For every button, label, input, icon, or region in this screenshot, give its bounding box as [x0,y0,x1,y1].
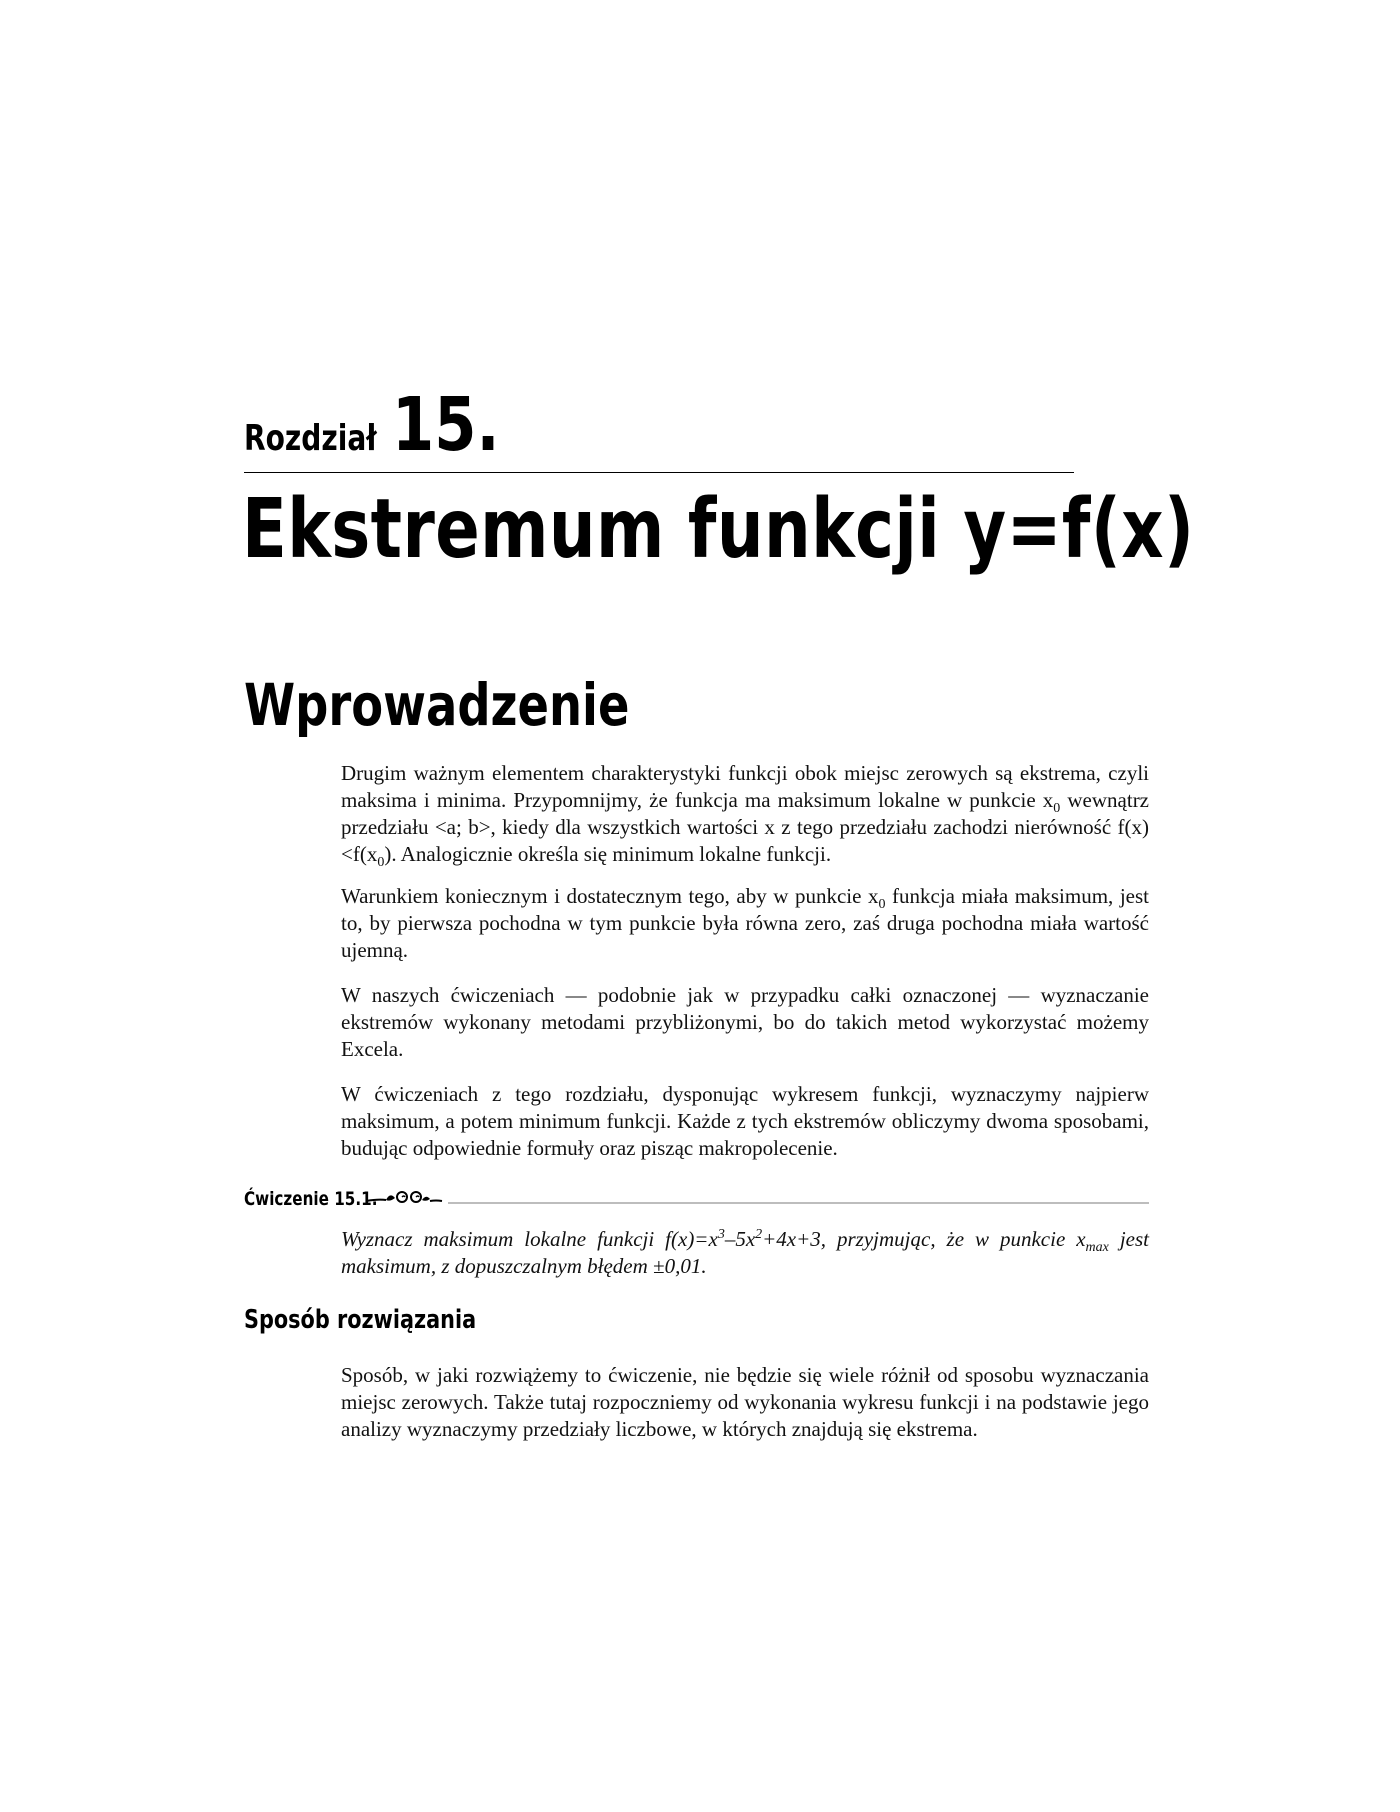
chapter-heading [244,382,523,468]
exercise-header [244,1186,1149,1212]
section-title: Wprowadzenie [244,671,630,739]
chapter-rule [244,472,1074,473]
paragraph-3: W naszych ćwiczeniach — podobnie jak w przypadku całki oznaczonej — wyznaczanie ekstremów wykonany metodami przybliżonymi, bo do takich metod wykorzystać możemy Excela. [341,983,1149,1061]
exercise-task: Wyznacz maksimum lokalne funkcji $f(x)=x^3-5x^2+4x+3$, przyjmując, że w punkcie $x_{max}$ jest maksimum, z dopuszczalnym błędem ±0,01. [341,1227,1149,1278]
paragraph-2: Warunkiem koniecznym i dostatecznym tego, aby w punkcie $x_0$ funkcja miała maksimum, jest to, by pierwsza pochodna w tym punkcie była równa zero, zaś druga pochodna miała wartość ujemną. [341,884,1149,962]
exercise-rule [448,1202,1149,1204]
subsection-title: Sposób rozwiązania [244,1305,477,1335]
chapter-number: 15. [392,382,500,468]
paragraph-5: Sposób, w jaki rozwiążemy to ćwiczenie, nie będzie się wiele różnił od sposobu wyznaczania miejsc zerowych. Także tutaj rozpoczniemy od wykonania wykresu funkcji i na podstawie jego analizy wyznaczymy przedziały liczbowe, w których znajdują się ekstrema. [341,1363,1149,1441]
chapter-title: Ekstremum funkcji y=f(x) [242,482,1195,577]
paragraph-4: W ćwiczeniach z tego rozdziału, dysponując wykresem funkcji, wyznaczymy najpierw maksimum, a potem minimum funkcji. Każde z tych ekstremów obliczymy dwoma sposobami, budując odpowiednie formuły oraz pisząc makropolecenie. [341,1082,1149,1160]
exercise-label: Ćwiczenie 15.1. [244,1188,378,1210]
paragraph-1: Drugim ważnym elementem charakterystyki funkcji obok miejsc zerowych są ekstrema, czyli maksima i minima. Przypomnijmy, że funkcja ma maksimum lokalne w punkcie $x_0$ wewnątrz przedziału <a; b>, kiedy dla wszystkich wartości x z tego przedziału zachodzi nierówność $f(x)<f(x_0)$. Analogicznie określa się minimum lokalne funkcji. [341,761,1150,871]
chapter-word: Rozdział [244,418,377,459]
